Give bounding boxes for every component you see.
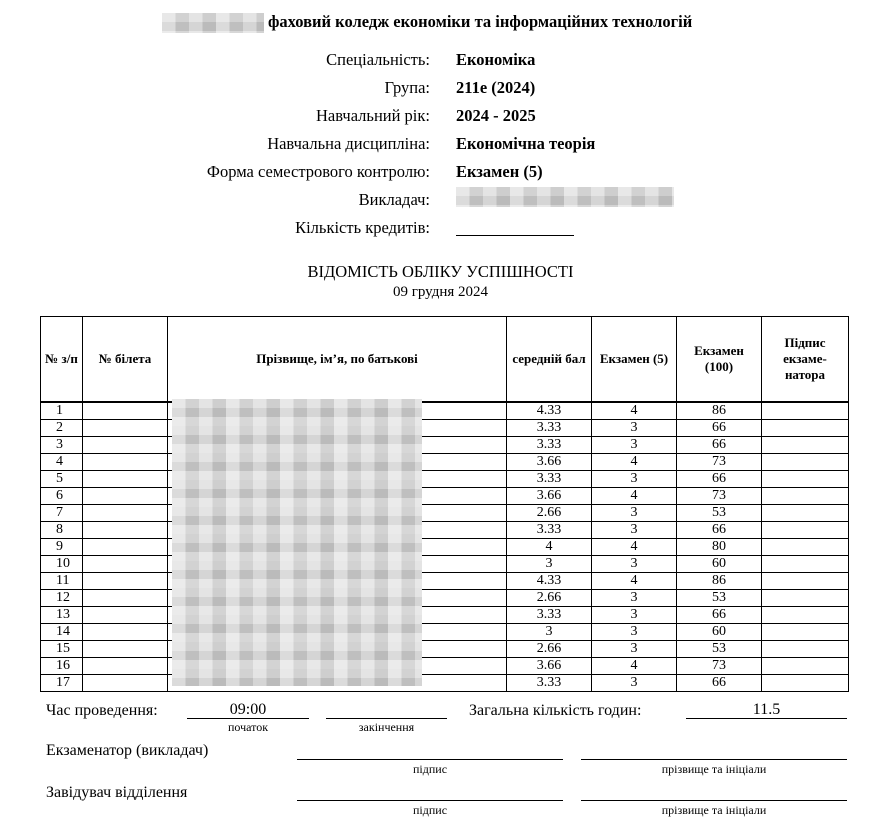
exam5-cell: 4	[592, 539, 677, 556]
row-number: 13	[41, 607, 83, 624]
signature-cell	[762, 488, 849, 505]
table-row	[41, 505, 849, 522]
row-number: 9	[41, 539, 83, 556]
exam5-cell: 3	[592, 522, 677, 539]
info-label: Форма семестрового контролю:	[206, 162, 430, 181]
signature-cell	[762, 607, 849, 624]
signature-cell	[762, 471, 849, 488]
exam100-cell: 66	[677, 607, 762, 624]
table-row	[41, 624, 849, 641]
ticket-cell	[83, 437, 168, 454]
table-row	[41, 420, 849, 437]
examiner-sign-caption: підпис	[412, 762, 448, 776]
signature-cell	[762, 624, 849, 641]
table-row	[41, 641, 849, 658]
head-sign-caption: підпис	[412, 803, 448, 817]
average-score-cell: 3.33	[507, 675, 592, 692]
start-time-value: 09:00	[229, 701, 267, 718]
exam5-cell: 4	[592, 573, 677, 590]
row-number: 8	[41, 522, 83, 539]
exam5-cell: 3	[592, 556, 677, 573]
exam5-cell: 3	[592, 437, 677, 454]
ticket-cell	[83, 675, 168, 692]
exam100-cell: 86	[677, 573, 762, 590]
row-number: 11	[41, 573, 83, 590]
table-row	[41, 471, 849, 488]
row-number: 17	[41, 675, 83, 692]
average-score-cell: 2.66	[507, 641, 592, 658]
signature-cell	[762, 539, 849, 556]
redacted-institution-prefix	[162, 13, 264, 33]
exam100-cell: 53	[677, 505, 762, 522]
credits-blank-line	[456, 235, 574, 236]
table-row	[41, 573, 849, 590]
exam5-cell: 4	[592, 454, 677, 471]
college-name: фаховий коледж економіки та інформаційних технологій	[268, 12, 693, 31]
table-row	[41, 607, 849, 624]
average-score-cell: 3	[507, 556, 592, 573]
ticket-cell	[83, 420, 168, 437]
average-score-cell: 3.66	[507, 454, 592, 471]
table-row	[41, 522, 849, 539]
signature-cell	[762, 454, 849, 471]
info-label: Кількість кредитів:	[295, 218, 430, 237]
row-number: 2	[41, 420, 83, 437]
column-header: Екзамен (100)	[677, 317, 762, 403]
grades-table	[40, 316, 849, 692]
signature-cell	[762, 658, 849, 675]
row-number: 7	[41, 505, 83, 522]
examiner-name-line	[581, 759, 847, 760]
signature-cell	[762, 505, 849, 522]
ticket-cell	[83, 624, 168, 641]
row-number: 6	[41, 488, 83, 505]
info-value: Екзамен (5)	[456, 162, 543, 181]
exam5-cell: 3	[592, 641, 677, 658]
exam100-cell: 66	[677, 522, 762, 539]
hours-line	[686, 718, 847, 719]
signature-cell	[762, 590, 849, 607]
redacted-student-names	[172, 399, 422, 686]
ticket-cell	[83, 658, 168, 675]
info-label: Навчальна дисципліна:	[267, 134, 430, 153]
head-name-caption: прізвище та ініціали	[661, 803, 767, 817]
average-score-cell: 2.66	[507, 590, 592, 607]
ticket-cell	[83, 505, 168, 522]
info-label: Навчальний рік:	[316, 106, 430, 125]
table-row	[41, 675, 849, 692]
average-score-cell: 3	[507, 624, 592, 641]
exam100-cell: 66	[677, 437, 762, 454]
row-number: 14	[41, 624, 83, 641]
ticket-cell	[83, 488, 168, 505]
exam5-cell: 4	[592, 488, 677, 505]
ticket-cell	[83, 539, 168, 556]
average-score-cell: 3.66	[507, 488, 592, 505]
exam100-cell: 60	[677, 624, 762, 641]
column-header: Екзамен (5)	[592, 317, 677, 403]
info-value: 211е (2024)	[456, 78, 536, 97]
row-number: 5	[41, 471, 83, 488]
row-number: 12	[41, 590, 83, 607]
table-row	[41, 590, 849, 607]
exam5-cell: 3	[592, 607, 677, 624]
head-label: Завідувач відділення	[46, 784, 188, 801]
ticket-cell	[83, 556, 168, 573]
ticket-cell	[83, 607, 168, 624]
signature-cell	[762, 556, 849, 573]
column-header: № з/п	[41, 317, 83, 403]
ticket-cell	[83, 454, 168, 471]
column-header: Підпис екзаме-натора	[762, 317, 849, 403]
average-score-cell: 3.33	[507, 420, 592, 437]
exam5-cell: 3	[592, 675, 677, 692]
exam100-cell: 66	[677, 675, 762, 692]
table-row	[41, 488, 849, 505]
exam100-cell: 73	[677, 488, 762, 505]
end-time-line	[326, 718, 447, 719]
row-number: 4	[41, 454, 83, 471]
exam100-cell: 66	[677, 471, 762, 488]
row-number: 10	[41, 556, 83, 573]
table-row	[41, 658, 849, 675]
average-score-cell: 3.66	[507, 658, 592, 675]
examiner-sign-line	[297, 759, 563, 760]
average-score-cell: 4	[507, 539, 592, 556]
column-header: середній бал	[507, 317, 592, 403]
head-name-line	[581, 800, 847, 801]
info-label: Спеціальність:	[326, 50, 430, 69]
exam5-cell: 4	[592, 658, 677, 675]
info-label: Викладач:	[358, 190, 430, 209]
document-title: ВІДОМІСТЬ ОБЛІКУ УСПІШНОСТІ	[307, 262, 574, 281]
redacted-teacher-name	[456, 187, 674, 207]
document-date: 09 грудня 2024	[392, 284, 489, 300]
exam100-cell: 66	[677, 420, 762, 437]
table-row	[41, 539, 849, 556]
row-number: 15	[41, 641, 83, 658]
exam5-cell: 3	[592, 505, 677, 522]
start-time-line	[187, 718, 309, 719]
ticket-cell	[83, 402, 168, 420]
exam100-cell: 86	[677, 402, 762, 420]
ticket-cell	[83, 590, 168, 607]
head-sign-line	[297, 800, 563, 801]
exam100-cell: 60	[677, 556, 762, 573]
hours-value: 11.5	[752, 701, 781, 718]
signature-cell	[762, 641, 849, 658]
exam100-cell: 53	[677, 641, 762, 658]
column-header: Прізвище, ім’я, по батькові	[168, 317, 507, 403]
column-header: № білета	[83, 317, 168, 403]
info-value: Економічна теорія	[456, 134, 596, 153]
exam5-cell: 3	[592, 471, 677, 488]
exam5-cell: 3	[592, 624, 677, 641]
table-row	[41, 556, 849, 573]
exam100-cell: 73	[677, 658, 762, 675]
hours-label: Загальна кількість годин:	[469, 702, 642, 719]
row-number: 16	[41, 658, 83, 675]
exam5-cell: 3	[592, 420, 677, 437]
row-number: 3	[41, 437, 83, 454]
signature-cell	[762, 437, 849, 454]
exam100-cell: 73	[677, 454, 762, 471]
average-score-cell: 3.33	[507, 437, 592, 454]
exam5-cell: 3	[592, 590, 677, 607]
average-score-cell: 4.33	[507, 402, 592, 420]
ticket-cell	[83, 522, 168, 539]
info-value: Економіка	[456, 50, 536, 69]
exam100-cell: 53	[677, 590, 762, 607]
signature-cell	[762, 522, 849, 539]
signature-cell	[762, 420, 849, 437]
start-caption: початок	[227, 720, 269, 734]
table-row	[41, 437, 849, 454]
end-caption: закінчення	[358, 720, 415, 734]
average-score-cell: 3.33	[507, 522, 592, 539]
time-label: Час проведення:	[46, 702, 158, 719]
examiner-name-caption: прізвище та ініціали	[661, 762, 767, 776]
ticket-cell	[83, 471, 168, 488]
examiner-label: Екзаменатор (викладач)	[46, 742, 209, 759]
signature-cell	[762, 675, 849, 692]
signature-cell	[762, 573, 849, 590]
ticket-cell	[83, 573, 168, 590]
table-header-row	[41, 317, 849, 403]
info-label: Група:	[384, 78, 430, 97]
average-score-cell: 4.33	[507, 573, 592, 590]
info-value: 2024 - 2025	[456, 106, 536, 125]
table-row	[41, 402, 849, 420]
table-row	[41, 454, 849, 471]
exam5-cell: 4	[592, 402, 677, 420]
average-score-cell: 2.66	[507, 505, 592, 522]
exam100-cell: 80	[677, 539, 762, 556]
row-number: 1	[41, 402, 83, 420]
average-score-cell: 3.33	[507, 607, 592, 624]
ticket-cell	[83, 641, 168, 658]
average-score-cell: 3.33	[507, 471, 592, 488]
signature-cell	[762, 402, 849, 420]
